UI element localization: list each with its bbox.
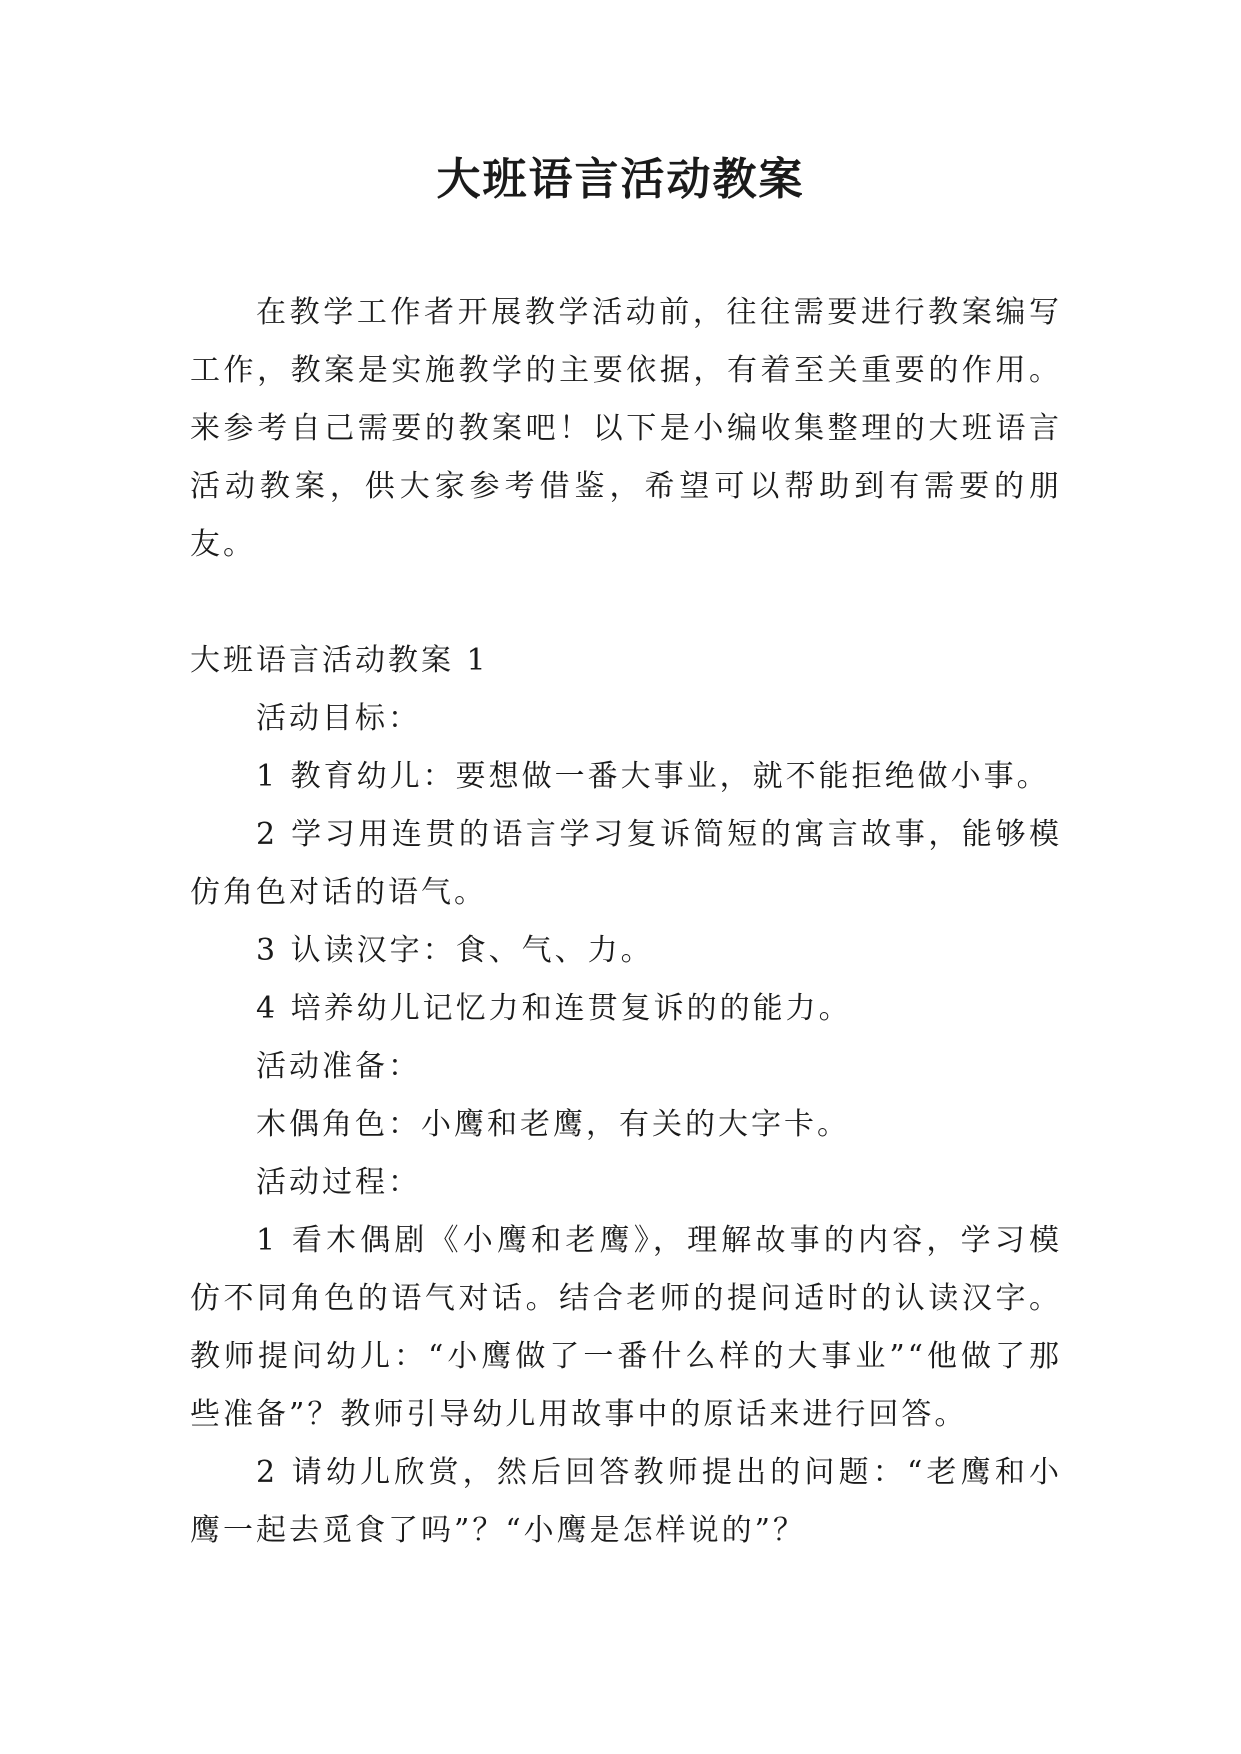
process-label: 活动过程： bbox=[256, 1165, 421, 1200]
process-step-2: 2 请幼儿欣赏，然后回答教师提出的问题：“老鹰和小鹰一起去觅食了吗”？“小鹰是怎样说的”？ bbox=[190, 1455, 1062, 1548]
section-heading: 大班语言活动教案 1 bbox=[190, 643, 489, 678]
goals-label: 活动目标： bbox=[256, 701, 421, 736]
prep-text: 木偶角色：小鹰和老鹰，有关的大字卡。 bbox=[256, 1107, 850, 1142]
prep-label: 活动准备： bbox=[256, 1049, 421, 1084]
goal-item-3: 3 认读汉字：食、气、力。 bbox=[256, 933, 654, 968]
goal-item-2: 2 学习用连贯的语言学习复诉简短的寓言故事，能够模仿角色对话的语气。 bbox=[190, 817, 1062, 910]
intro-paragraph: 在教学工作者开展教学活动前，往往需要进行教案编写工作，教案是实施教学的主要依据，有着至关重要的作用。来参考自己需要的教案吧！以下是小编收集整理的大班语言活动教案，供大家参考借鉴，希望可以帮助到有需要的朋友。 bbox=[190, 295, 1062, 562]
goal-item-4: 4 培养幼儿记忆力和连贯复诉的的能力。 bbox=[256, 991, 852, 1026]
paragraph-gap bbox=[190, 574, 1062, 632]
process-step-1: 1 看木偶剧《小鹰和老鹰》，理解故事的内容，学习模仿不同角色的语气对话。结合老师的提问适时的认读汉字。教师提问幼儿：“小鹰做了一番什么样的大事业”“他做了那些准备”？教师引导幼儿用故事中的原话来进行回答。 bbox=[190, 1223, 1062, 1432]
document-title: 大班语言活动教案 bbox=[436, 154, 805, 205]
document-body bbox=[190, 284, 1062, 1560]
goal-item-1: 1 教育幼儿：要想做一番大事业，就不能拒绝做小事。 bbox=[256, 759, 1050, 794]
